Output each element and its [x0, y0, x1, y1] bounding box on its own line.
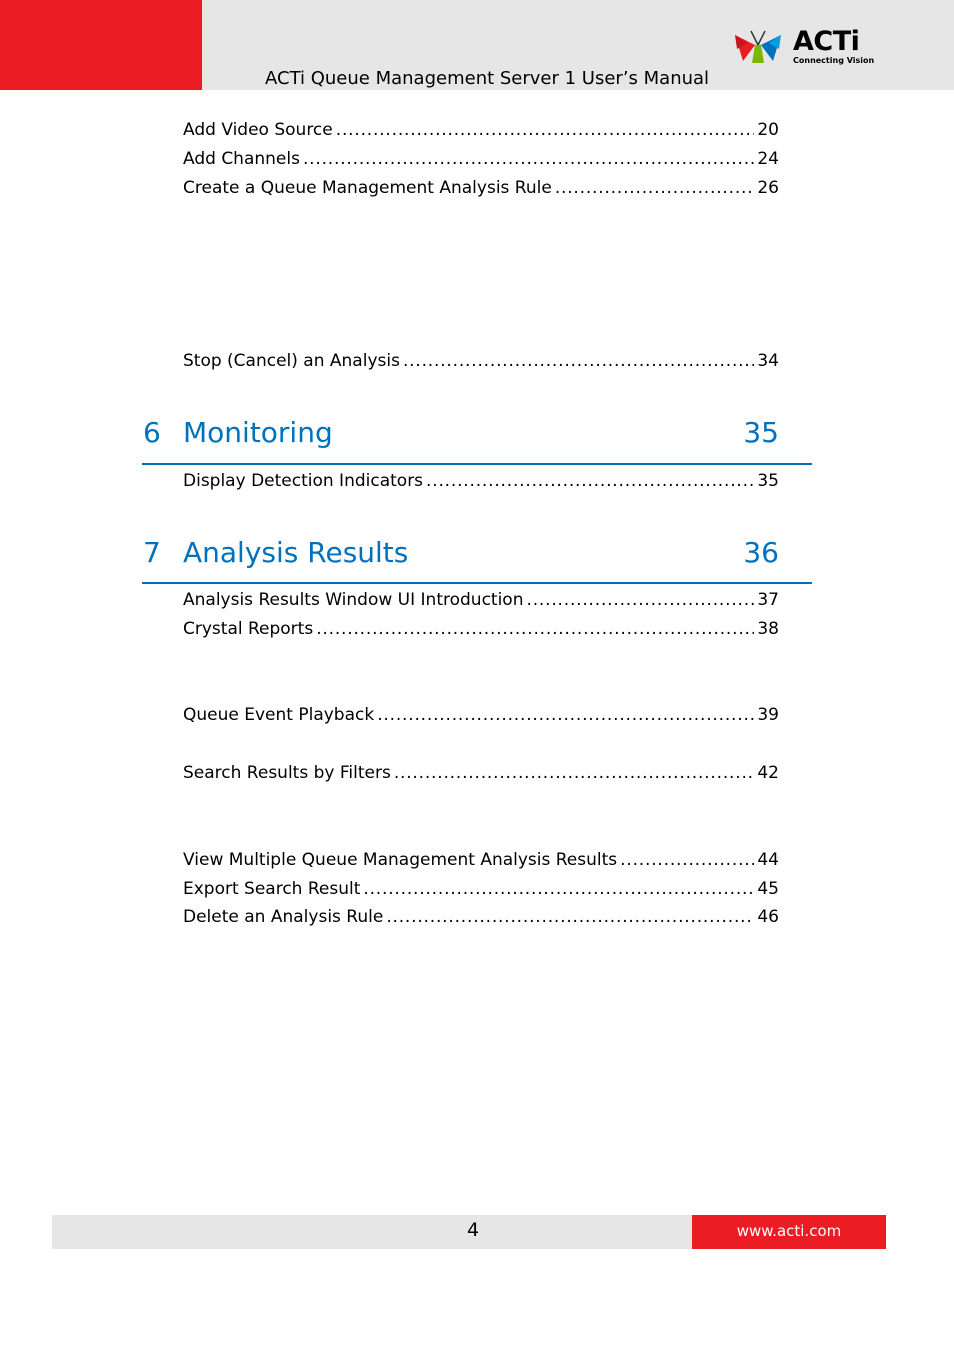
toc-entry-label: View Multiple Queue Management Analysis Results — [183, 850, 618, 870]
toc-entry-label: Queue Event Playback — [183, 705, 375, 725]
chapter-6-title[interactable]: Monitoring — [183, 416, 333, 449]
acti-logo — [733, 26, 875, 69]
dot-leader — [620, 848, 754, 872]
toc-entry-label: Export Search Result — [183, 879, 361, 899]
toc-entry-label: Analysis Results Window UI Introduction — [183, 590, 524, 610]
toc-entry-results-window-ui[interactable] — [183, 588, 779, 612]
toc-entry-stop-analysis[interactable] — [183, 349, 779, 373]
toc-entry-page: 39 — [757, 705, 779, 725]
toc-entry-page: 34 — [757, 351, 779, 371]
dot-leader — [303, 147, 754, 171]
toc-entry-export-search-result[interactable] — [183, 877, 779, 901]
toc-entry-page: 38 — [757, 619, 779, 639]
toc-entry-add-channels[interactable] — [183, 147, 779, 171]
toc-entry-queue-event-playback[interactable] — [183, 703, 779, 727]
toc-entry-page: 45 — [757, 879, 779, 899]
dot-leader — [403, 349, 754, 373]
toc-entry-page: 46 — [757, 907, 779, 927]
chapter-7-page: 36 — [743, 536, 779, 569]
toc-entry-label: Delete an Analysis Rule — [183, 907, 384, 927]
toc-entry-crystal-reports[interactable] — [183, 617, 779, 641]
dot-leader — [394, 761, 755, 785]
toc-entry-label: Add Video Source — [183, 120, 333, 140]
toc-entry-page: 26 — [757, 178, 779, 198]
toc-entry-create-rule[interactable] — [183, 176, 779, 200]
dot-leader — [386, 905, 754, 929]
dot-leader — [377, 703, 754, 727]
dot-leader — [316, 617, 754, 641]
toc-entry-page: 42 — [757, 763, 779, 783]
dot-leader — [363, 877, 754, 901]
footer-page-number: 4 — [466, 1219, 480, 1241]
chapter-7-rule — [142, 582, 812, 584]
toc-entry-delete-analysis-rule[interactable] — [183, 905, 779, 929]
toc-entry-label: Display Detection Indicators — [183, 471, 424, 491]
toc-entry-label: Crystal Reports — [183, 619, 314, 639]
butterfly-icon — [733, 29, 785, 65]
document-title: ACTi Queue Management Server 1 User’s Manual — [265, 68, 710, 89]
logo-tagline: Connecting Vision — [793, 56, 875, 65]
toc-entry-search-results-by-filters[interactable] — [183, 761, 779, 785]
toc-entry-label: Stop (Cancel) an Analysis — [183, 351, 400, 371]
header-red-block — [0, 0, 202, 90]
chapter-6-rule — [142, 463, 812, 465]
toc-entry-page: 37 — [757, 590, 779, 610]
logo-wordmark: ACTi — [793, 26, 860, 57]
toc-entry-label: Add Channels — [183, 149, 300, 169]
toc-entry-display-detection-indicators[interactable] — [183, 469, 779, 493]
toc-entry-page: 24 — [757, 149, 779, 169]
chapter-7-title[interactable]: Analysis Results — [183, 536, 409, 569]
chapter-6-page: 35 — [743, 416, 779, 449]
dot-leader — [526, 588, 754, 612]
dot-leader — [555, 176, 755, 200]
toc-entry-view-multiple-results[interactable] — [183, 848, 779, 872]
toc-entry-label: Search Results by Filters — [183, 763, 391, 783]
toc-entry-page: 20 — [757, 120, 779, 140]
chapter-6-number: 6 — [143, 416, 161, 449]
toc-entry-label: Create a Queue Management Analysis Rule — [183, 178, 552, 198]
chapter-7-number: 7 — [143, 536, 161, 569]
toc-entry-page: 44 — [757, 850, 779, 870]
dot-leader — [336, 118, 755, 142]
toc-entry-add-video-source[interactable] — [183, 118, 779, 142]
toc-entry-page: 35 — [757, 471, 779, 491]
dot-leader — [426, 469, 754, 493]
footer-website-link[interactable]: www.acti.com — [736, 1222, 842, 1240]
